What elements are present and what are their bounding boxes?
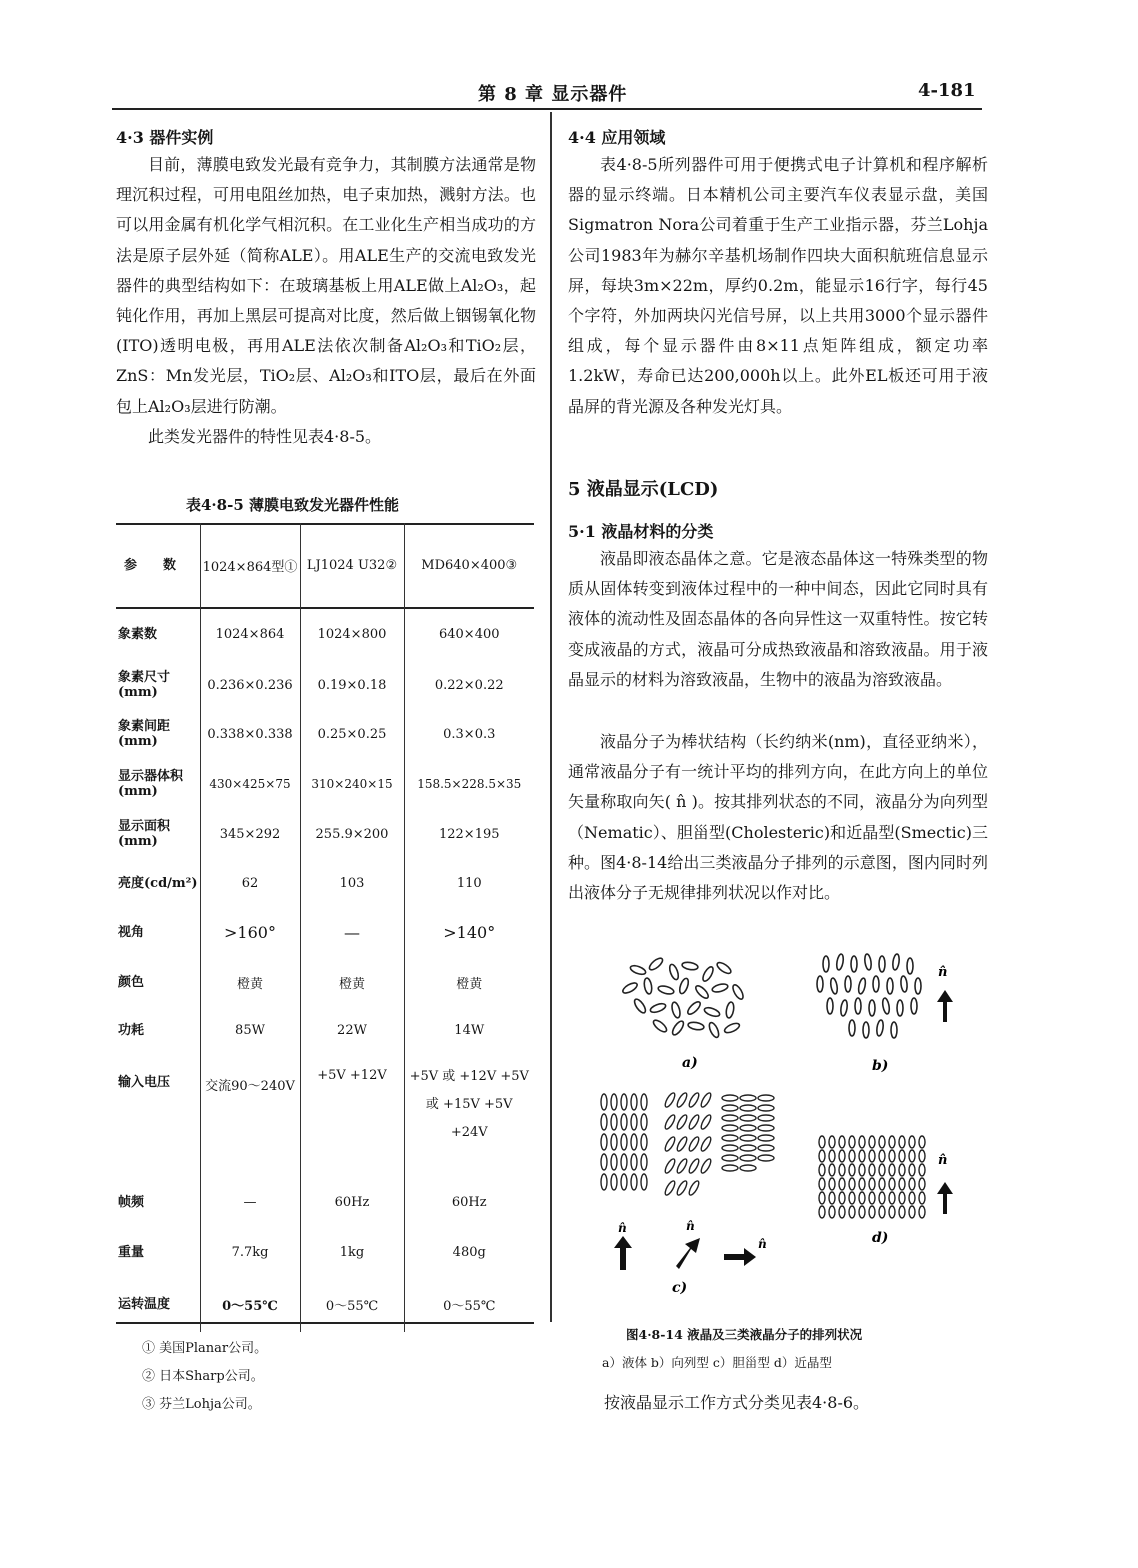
table-cell: 62 [200, 859, 300, 907]
table-cell: +5V +12V [300, 1053, 404, 1177]
table-cell: 640×400 [438, 626, 500, 642]
table-cell: 颜色 [116, 957, 200, 1007]
table-cell: 象素尺寸(mm) [116, 661, 200, 709]
panel-a-liquid [621, 956, 745, 1039]
table-row [116, 859, 534, 907]
table-cell: 7.7kg [200, 1227, 300, 1277]
table-cell: 1kg [300, 1227, 404, 1277]
table-cell: 85W [200, 1007, 300, 1053]
arrow-up-icon [937, 990, 953, 1022]
table-cell: 14W [454, 1022, 485, 1038]
figure-caption: 图4·8-14 液晶及三类液晶分子的排列状况 [626, 1327, 863, 1342]
table-cell: 显示面积(mm) [116, 809, 200, 859]
figure-subcaption: a）液体 b）向列型 c）胆甾型 d）近晶型 [602, 1355, 832, 1370]
table-cell: 0.338×0.338 [200, 709, 300, 759]
director-symbol: n̂ [938, 965, 948, 980]
table-cell: 0.22×0.22 [434, 677, 504, 693]
table-cell: 交流90～240V [200, 1053, 300, 1177]
table-cell: 运转温度 [116, 1277, 200, 1332]
arrow-up-icon [614, 1236, 632, 1270]
table-cell: 430×425×75 [200, 759, 300, 809]
table-row [116, 957, 534, 1007]
paragraph: 此类发光器件的特性见表4·8-5。 [148, 426, 382, 446]
table-cell: 0.3×0.3 [443, 726, 496, 742]
table-header-cell: MD640×400③ [421, 557, 518, 573]
table-cell: 103 [300, 859, 404, 907]
table-row [116, 759, 534, 809]
panel-d-label: d) [872, 1230, 889, 1246]
director-symbol: n̂ [938, 1153, 948, 1168]
table-cell: 象素间距(mm) [116, 709, 200, 759]
panel-b-label: b) [872, 1058, 889, 1074]
table-cell: 0～55℃ [300, 1277, 404, 1332]
table-cell: >160° [200, 907, 300, 957]
table-cell: 0.19×0.18 [300, 661, 404, 709]
table-header-cell: 1024×864型① [200, 523, 300, 607]
table-cell: 0.236×0.236 [200, 661, 300, 709]
footnote-2: ② 日本Sharp公司。 [142, 1369, 264, 1384]
table-cell: 象素数 [116, 607, 200, 661]
table-cell: 帧频 [116, 1177, 200, 1227]
table-cell: 输入电压 [116, 1053, 200, 1177]
table-cell: 310×240×15 [300, 759, 404, 809]
table-cell: 255.9×200 [300, 809, 404, 859]
director-symbol: n̂ [686, 1219, 695, 1233]
section-4-3-body [116, 150, 536, 452]
table-cell: 功耗 [116, 1007, 200, 1053]
panel-d-smectic [819, 1136, 925, 1218]
closing-line: 按液晶显示工作方式分类见表4·8-6。 [604, 1393, 870, 1412]
panel-c-cholesteric [601, 1092, 774, 1197]
director-symbol: n̂ [618, 1221, 627, 1235]
table-row [116, 709, 534, 759]
table-row [116, 1227, 534, 1277]
table-cell: — [200, 1177, 300, 1227]
column-divider [550, 112, 552, 1322]
section-4-3-title: 4·3 器件实例 [116, 128, 214, 147]
arrow-diagonal-icon [676, 1238, 700, 1269]
liquid-crystal-figure [590, 942, 990, 1302]
page-number: 4-181 [918, 80, 976, 101]
table-row [116, 661, 534, 709]
arrow-up-icon [937, 1182, 953, 1214]
table-cell: 亮度(cd/m²) [116, 859, 200, 907]
table-cell: 1024×800 [300, 607, 404, 661]
table-row [116, 1177, 534, 1227]
table-cell: 480g [452, 1244, 486, 1260]
table-cell: >140° [443, 922, 496, 942]
table-cell: 22W [300, 1007, 404, 1053]
table-cell: 60Hz [300, 1177, 404, 1227]
table-title: 表4·8-5 薄膜电致发光器件性能 [186, 496, 399, 514]
table-cell: — [300, 907, 404, 957]
table-cell: 122×195 [438, 826, 500, 842]
table-cell: 158.5×228.5×35 [417, 777, 522, 791]
table-row [116, 1277, 534, 1332]
table-cell: 1024×864 [200, 607, 300, 661]
table-cell: 345×292 [200, 809, 300, 859]
table-cell: 橙黄 [456, 976, 483, 992]
director-symbol: n̂ [758, 1237, 767, 1251]
performance-table [116, 523, 534, 1332]
table-cell: 0～55℃ [200, 1277, 300, 1332]
table-cell: +5V 或 +12V +5V 或 +15V +5V +24V [409, 1069, 529, 1140]
table-row [116, 1053, 534, 1177]
table-row [116, 607, 534, 661]
section-5-title: 5 液晶显示(LCD) [568, 479, 719, 500]
table-cell: 0.25×0.25 [300, 709, 404, 759]
chapter-title: 第 8 章 显示器件 [478, 84, 628, 105]
table-cell: 显示器体积(mm) [116, 759, 200, 809]
section-5-1-title: 5·1 液晶材料的分类 [568, 522, 714, 541]
table-header-cell: LJ1024 U32② [300, 523, 404, 607]
footnote-1: ① 美国Planar公司。 [142, 1341, 268, 1356]
table-cell: 60Hz [451, 1194, 487, 1210]
paragraph: 目前，薄膜电致发光最有竞争力，其制膜方法通常是物理沉积过程，可用电阻丝加热，电子束加热，溅射方法。也可以用金属有机化学气相沉积。在工业化生产相当成功的方法是原子层外延（简称ALE）。用ALE生产的交流电致发光器件的典型结构如下：在玻璃基板上用ALE做上Al₂O₃，起钝化作用，再加上黑层可提高对比度，然后做上铟锡氧化物(ITO)透明电极，再用ALE法依次制备Al₂O₃和TiO₂层，ZnS：Mn发光层，TiO₂层、Al₂O₃和ITO层，最后在外面包上Al₂O₃层进行防潮。 [116, 155, 536, 416]
panel-b-nematic [817, 954, 921, 1038]
table-cell: 重量 [116, 1227, 200, 1277]
table-header-row [116, 523, 534, 607]
panel-c-label: c) [672, 1280, 688, 1296]
section-4-4-title: 4·4 应用领域 [568, 128, 666, 147]
section-4-4-body: 表4·8-5所列器件可用于便携式电子计算机和程序解析器的显示终端。日本精机公司主要汽车仪表显示盘，美国Sigmatron Nora公司着重于生产工业指示器，芬兰Lohja公司1983年为赫尔辛基机场制作四块大面积航班信息显示屏，每块3m×22m，厚约0.2m，能显示16行字，每行45个字符，外加两块闪光信号屏，以上共用3000个显示器件组成，每个显示器件由8×11点矩阵组成，额定功率1.2kW，寿命已达200,000h以上。此外EL板还可用于液晶屏的背光源及各种发光灯具。 [568, 155, 988, 416]
section-5-1-para-2: 液晶分子为棒状结构（长约纳米(nm)，直径亚纳米），通常液晶分子有一统计平均的排列方向，在此方向上的单位矢量称取向矢( n̂ )。按其排列状态的不同，液晶分为向列型（Nematic）、胆甾型(Cholesteric)和近晶型(Smectic)三种。图4·8-14给出三类液晶分子排列的示意图，图内同时列出液体分子无规律排列状况以作对比。 [568, 732, 988, 903]
table-cell: 视角 [116, 907, 200, 957]
table-cell: 橙黄 [300, 957, 404, 1007]
footnote-3: ③ 芬兰Lohja公司。 [142, 1397, 261, 1412]
header-rule [112, 108, 982, 110]
section-5-1-para-1: 液晶即液态晶体之意。它是液态晶体这一特殊类型的物质从固体转变到液体过程中的一种中间态，因此它同时具有液体的流动性及固态晶体的各向异性这一双重特性。按它转变成液晶的方式，液晶可分成热致液晶和溶致液晶。用于液晶显示的材料为溶致液晶，生物中的液晶为溶致液晶。 [568, 549, 988, 689]
table-cell: 110 [456, 875, 482, 891]
table-header-cell: 参 数 [116, 523, 200, 607]
table-row [116, 1007, 534, 1053]
table-row [116, 809, 534, 859]
arrow-right-icon [724, 1248, 756, 1266]
table-cell: 0～55℃ [443, 1299, 496, 1314]
panel-a-label: a) [682, 1055, 698, 1071]
table-row [116, 907, 534, 957]
table-cell: 橙黄 [200, 957, 300, 1007]
